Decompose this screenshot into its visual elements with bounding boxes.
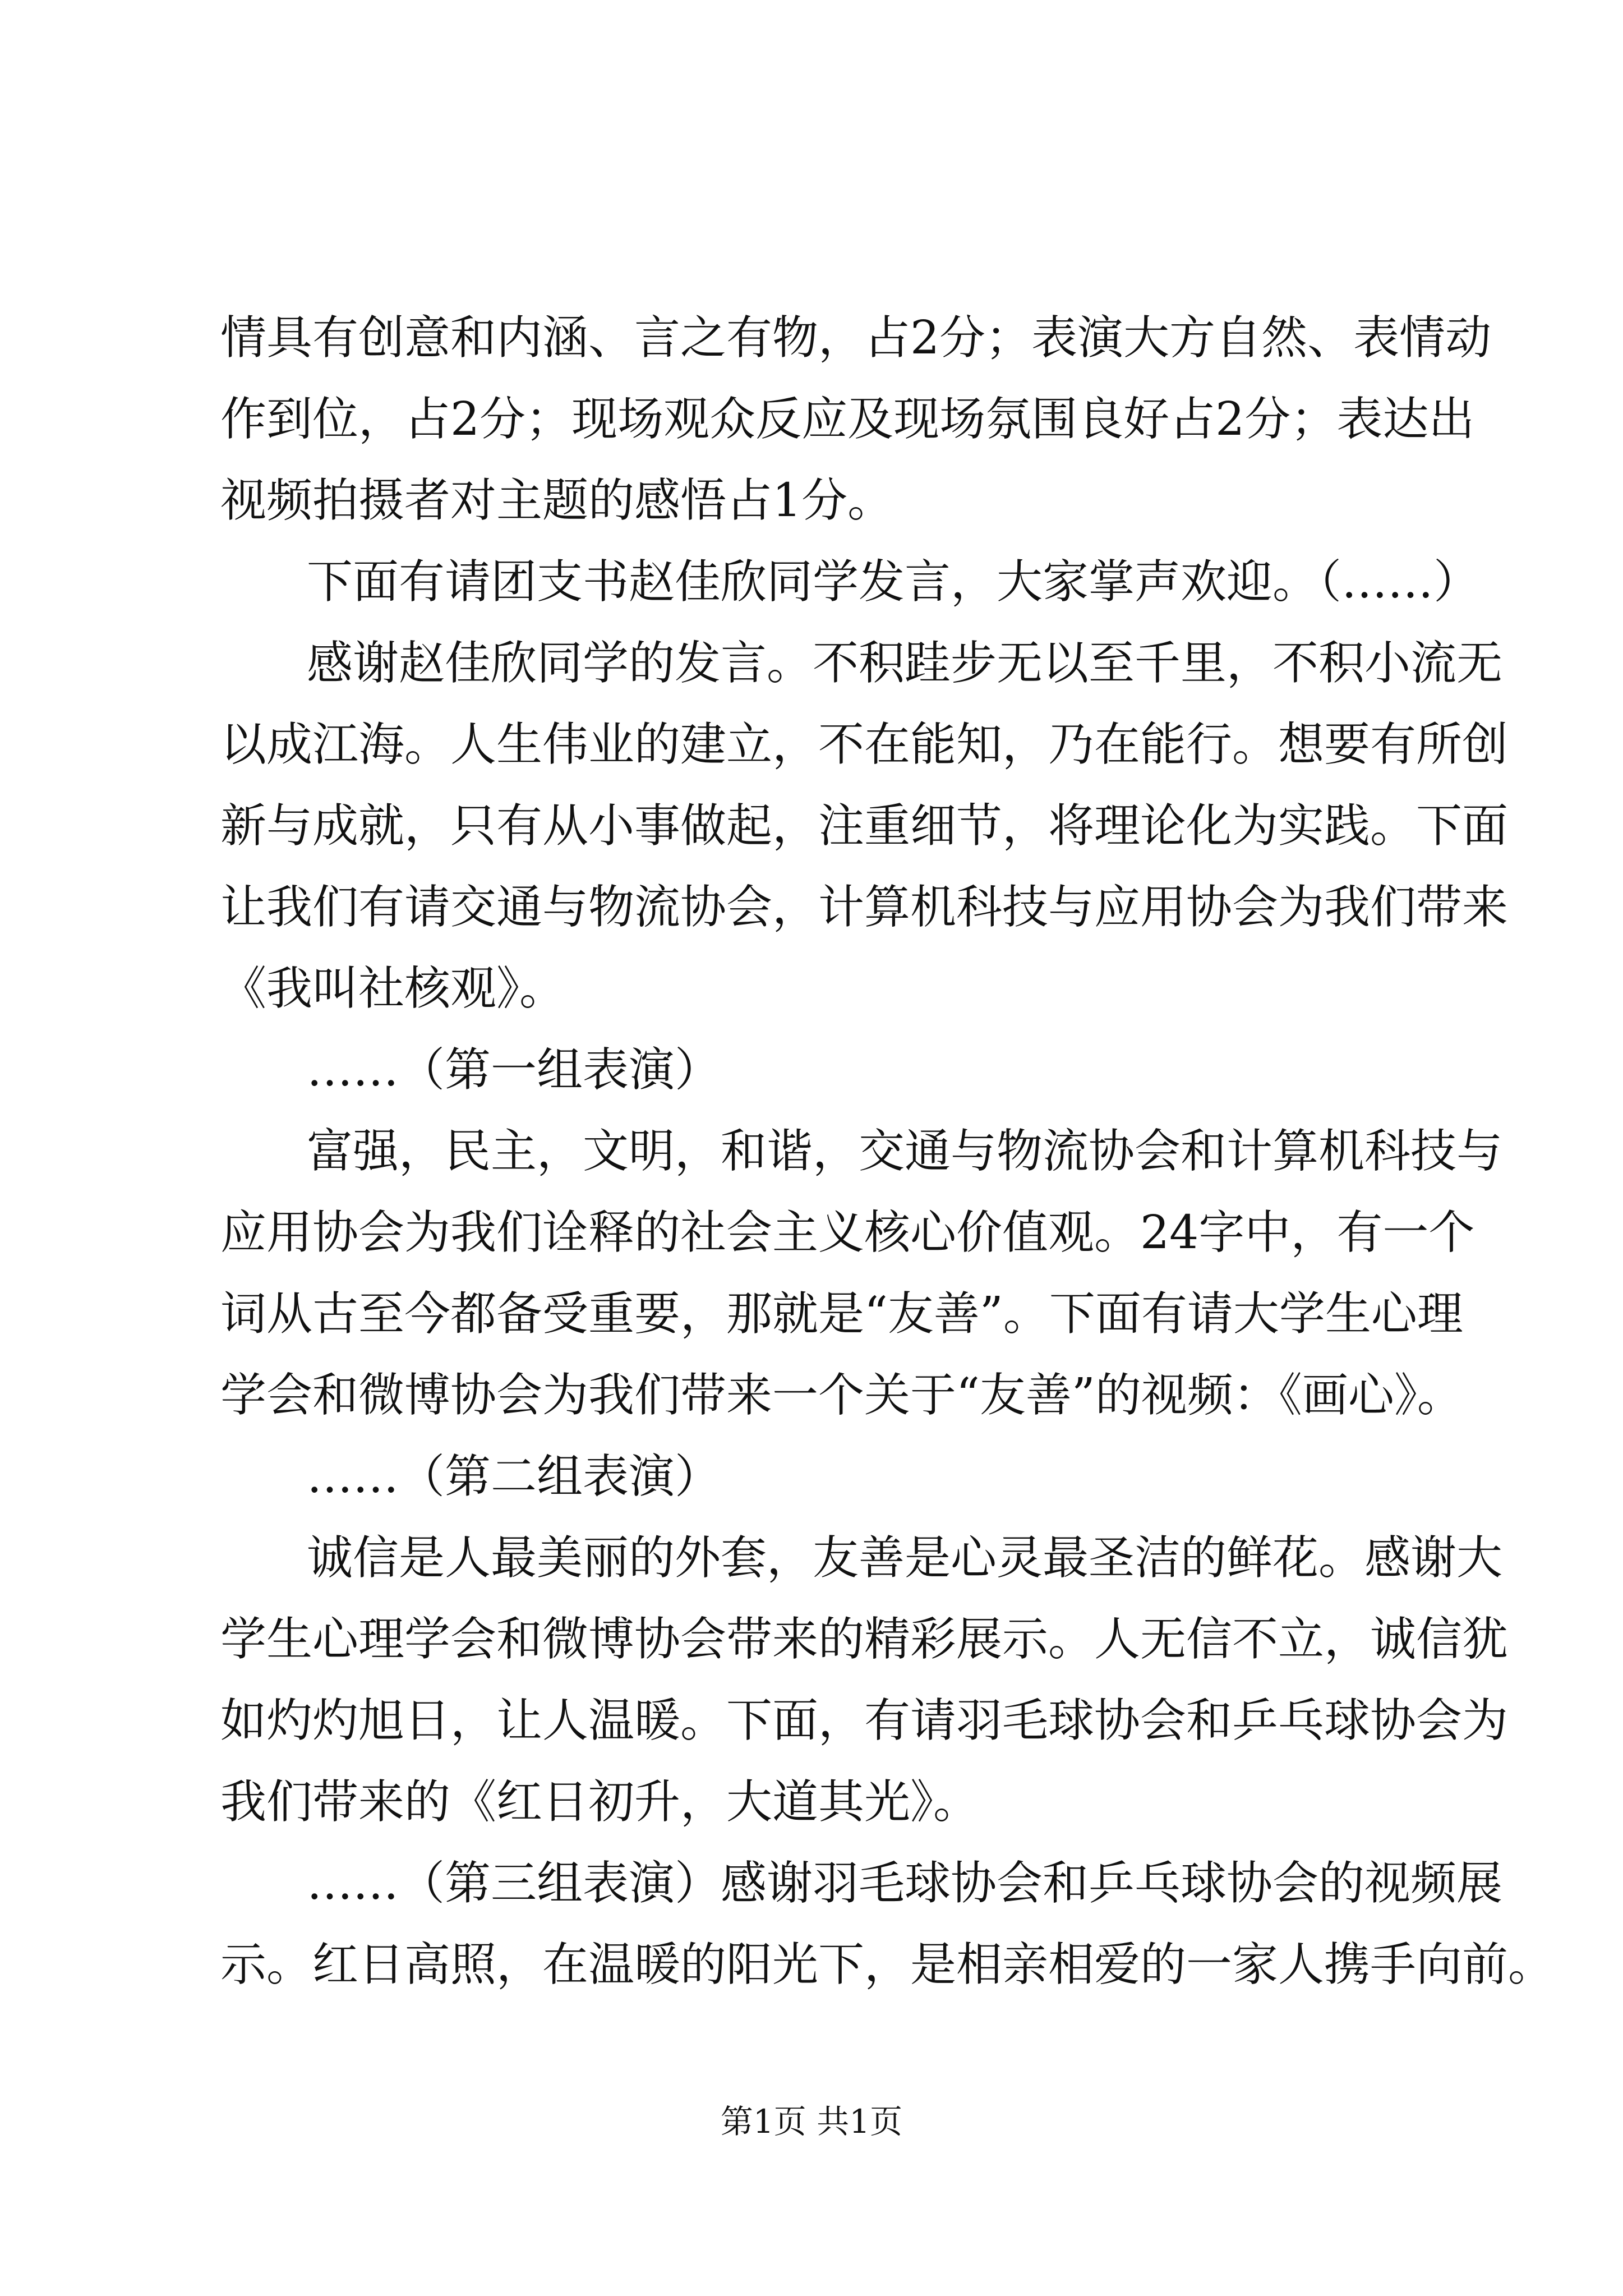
text-line: 学生心理学会和微博协会带来的精彩展示。人无信不立，诚信犹	[220, 1613, 1509, 1666]
text-line: 示。红日高照，在温暖的阳光下，是相亲相爱的一家人携手向前。	[220, 1938, 1555, 1991]
text-line: 感谢赵佳欣同学的发言。不积跬步无以至千里，不积小流无	[307, 637, 1503, 690]
text-line: ……（第一组表演）	[307, 1043, 721, 1097]
text-line: 富强，民主，文明，和谐，交通与物流协会和计算机科技与	[307, 1125, 1503, 1178]
text-line: 让我们有请交通与物流协会，计算机科技与应用协会为我们带来	[220, 881, 1509, 934]
text-line: 应用协会为我们诠释的社会主义核心价值观。24字中，有一个	[220, 1206, 1475, 1259]
text-line: 我们带来的《红日初升，大道其光》。	[220, 1775, 980, 1829]
text-line: 学会和微博协会为我们带来一个关于“友善”的视频：《画心》。	[220, 1369, 1463, 1422]
text-line: 新与成就，只有从小事做起，注重细节，将理论化为实践。下面	[220, 799, 1509, 853]
text-line: 以成江海。人生伟业的建立，不在能知，乃在能行。想要有所创	[220, 718, 1509, 771]
text-line: 情具有创意和内涵、言之有物，占2分；表演大方自然、表情动	[220, 311, 1492, 365]
text-line: ……（第三组表演）感谢羽毛球协会和乒乓球协会的视频展	[307, 1857, 1503, 1910]
text-line: 如灼灼旭日，让人温暖。下面，有请羽毛球协会和乒乓球协会为	[220, 1694, 1509, 1747]
text-line: 诚信是人最美丽的外套，友善是心灵最圣洁的鲜花。感谢大	[307, 1531, 1503, 1585]
text-line: 作到位，占2分；现场观众反应及现场氛围良好占2分；表达出	[220, 393, 1475, 446]
text-line: 视频拍摄者对主题的感悟占1分。	[220, 474, 894, 527]
text-line: 词从古至今都备受重要，那就是“友善”。下面有请大学生心理	[220, 1287, 1463, 1341]
text-line: ……（第二组表演）	[307, 1450, 721, 1503]
text-line: 下面有请团支书赵佳欣同学发言，大家掌声欢迎。（……）	[307, 555, 1480, 609]
text-line: 《我叫社核观》。	[220, 962, 566, 1015]
page-footer: 第1页 共1页	[720, 2102, 903, 2141]
